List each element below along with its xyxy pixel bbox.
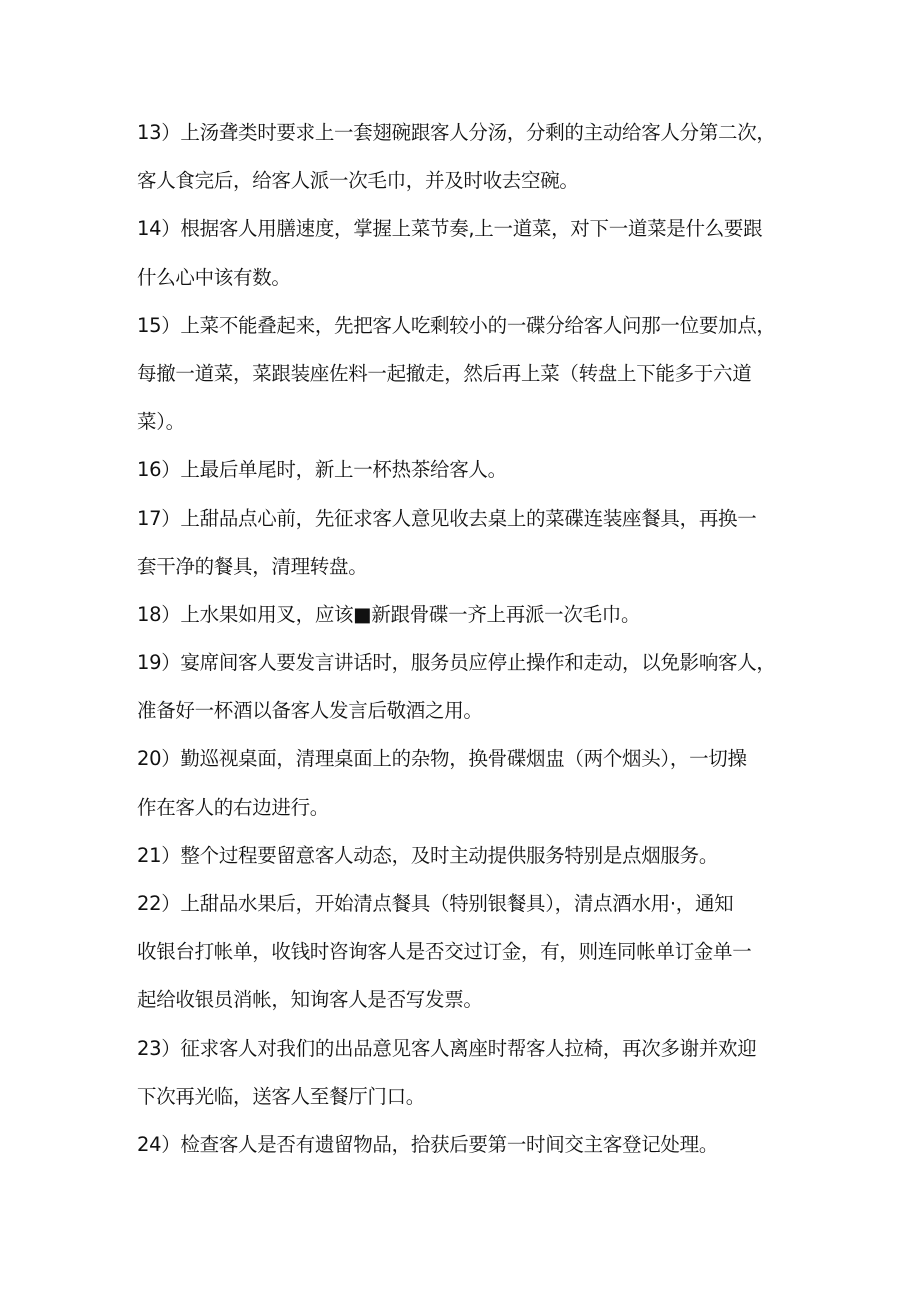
text-line: 19）宴席间客人要发言讲话时，服务员应停止操作和走动，以免影响客人， <box>137 651 776 675</box>
text-line: 17）上甜品点心前，先征求客人意见收去桌上的菜碟连装座餐具，再换一 <box>137 506 757 530</box>
list-item <box>137 1121 776 1169</box>
text-line: 每撤一道菜，菜跟装座佐料一起撤走，然后再上菜（转盘上下能多于六道 <box>137 361 752 385</box>
text-line: 收银台打帐单，收钱时咨询客人是否交过订金，有，则连同帐单订金单一 <box>137 940 752 964</box>
list-item <box>137 1025 776 1121</box>
text-line: 16）上最后单尾时，新上一杯热茶给客人。 <box>137 458 507 482</box>
text-line: 作在客人的右边进行。 <box>137 795 330 819</box>
list-item <box>137 495 776 591</box>
text-line: 15）上菜不能叠起来，先把客人吃剩较小的一碟分给客人问那一位要加点， <box>137 313 776 337</box>
text-line: 菜）。 <box>137 410 185 434</box>
list-item <box>137 302 776 447</box>
text-line: 起给收银员消帐，知询客人是否写发票。 <box>137 988 483 1012</box>
text-line: 18）上水果如用叉，应该■新跟骨碟一齐上再派一次毛巾。 <box>137 602 641 626</box>
text-line: 23）征求客人对我们的出品意见客人离座时帮客人拉椅，再次多谢并欢迎 <box>137 1036 757 1060</box>
text-line: 下次再光临，送客人至餐厅门口。 <box>137 1084 426 1108</box>
text-line: 套干净的餐具，清理转盘。 <box>137 554 368 578</box>
document-page <box>137 109 776 1169</box>
text-line: 准备好一杯酒以备客人发言后敬酒之用。 <box>137 699 483 723</box>
text-line: 22）上甜品水果后，开始清点餐具（特别银餐具），清点酒水用·，通知 <box>137 892 734 915</box>
text-line: 21）整个过程要留意客人动态，及时主动提供服务特别是点烟服务。 <box>137 843 719 867</box>
list-item <box>137 446 776 494</box>
list-item <box>137 735 776 831</box>
text-line: 14）根据客人用膳速度，掌握上菜节奏,上一道菜，对下一道菜是什么要跟 <box>137 217 763 241</box>
text-line: 13）上汤聋类时要求上一套翅碗跟客人分汤，分剩的主动给客人分第二次， <box>137 121 776 144</box>
list-item <box>137 832 776 880</box>
text-line: 客人食完后，给客人派一次毛巾，并及时收去空碗。 <box>137 169 579 193</box>
list-item <box>137 880 776 1025</box>
list-item <box>137 109 776 205</box>
text-line: 20）勤巡视桌面，清理桌面上的杂物，换骨碟烟盅（两个烟头），一切操 <box>137 747 747 771</box>
list-item <box>137 639 776 735</box>
text-line: 什么心中该有数。 <box>137 265 291 289</box>
list-item <box>137 205 776 301</box>
text-line: 24）检查客人是否有遗留物品，拾获后要第一时间交主客登记处理。 <box>137 1132 719 1156</box>
list-item <box>137 591 776 639</box>
